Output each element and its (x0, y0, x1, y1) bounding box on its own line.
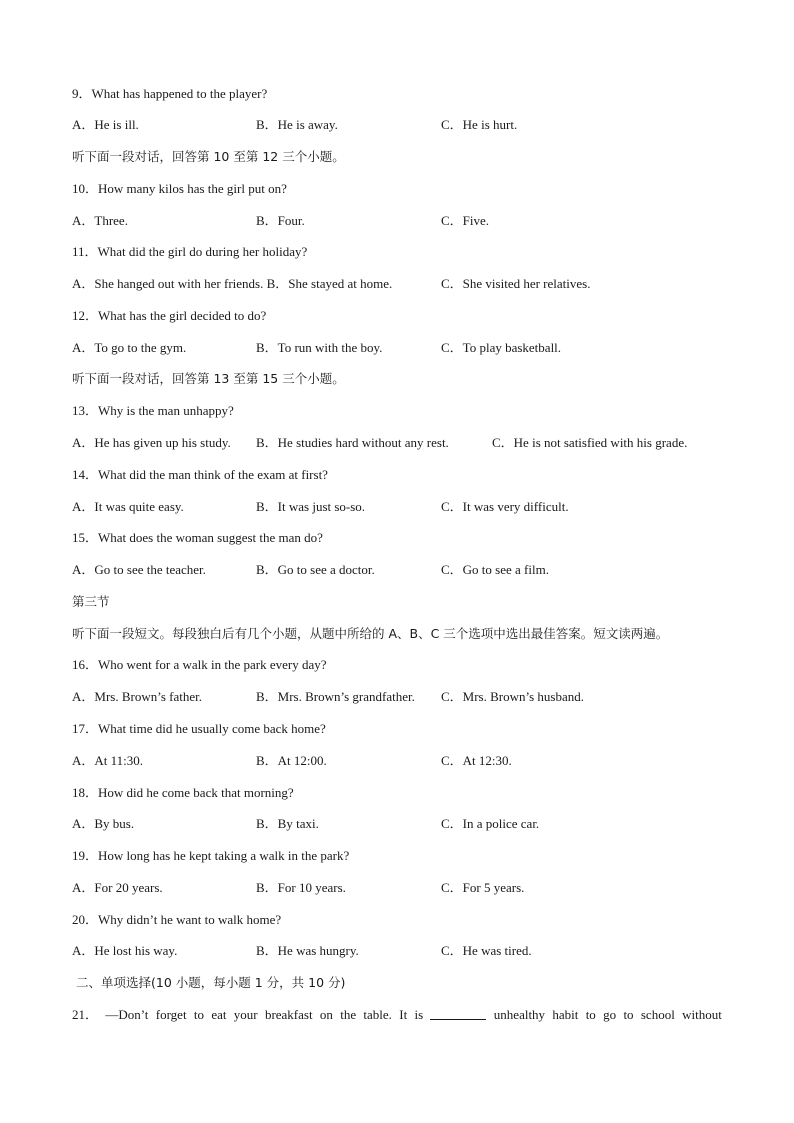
q21-word: forget (155, 1007, 187, 1022)
option-a[interactable]: A．For 20 years. (72, 880, 163, 895)
option-c[interactable]: C．At 12:30. (441, 753, 512, 768)
option-a[interactable]: A．Go to see the teacher. (72, 562, 206, 577)
q21-word: to (623, 1007, 634, 1022)
option-c[interactable]: C．Five. (441, 213, 490, 228)
question-21-stem (72, 1007, 722, 1023)
part-two-heading: 二、单项选择(10 小题，每小题 1 分，共 10 分) (76, 975, 346, 990)
q21-word: unhealthy (493, 1007, 546, 1022)
question-12-stem: 12．What has the girl decided to do? (72, 308, 267, 323)
option-a[interactable]: A．At 11:30. (72, 753, 144, 768)
option-c[interactable]: C．He is hurt. (441, 117, 518, 132)
option-b[interactable]: B．Go to see a doctor. (256, 562, 375, 577)
answer-blank[interactable] (430, 1007, 486, 1020)
q21-word: It (399, 1007, 408, 1022)
question-11-stem: 11．What did the girl do during her holiday? (72, 244, 308, 259)
question-17-stem: 17．What time did he usually come back home? (72, 721, 326, 736)
option-a[interactable]: A．He has given up his study. (72, 435, 231, 450)
option-c[interactable]: C．Mrs. Brown’s husband. (441, 689, 585, 704)
option-b[interactable]: B．To run with the boy. (256, 340, 383, 355)
q21-word: habit (552, 1007, 579, 1022)
option-b[interactable]: B．He is away. (256, 117, 338, 132)
q21-word: 21． (72, 1007, 99, 1022)
option-a[interactable]: A．Three. (72, 213, 128, 228)
option-c[interactable]: C．It was very difficult. (441, 499, 569, 514)
question-15-options (72, 562, 732, 578)
option-b[interactable]: B．By taxi. (256, 816, 319, 831)
instruction-dialog-10-12: 听下面一段对话，回答第 10 至第 12 三个小题。 (72, 149, 345, 164)
question-11-options (72, 276, 732, 292)
question-20-stem: 20．Why didn’t he want to walk home? (72, 912, 282, 927)
option-b[interactable]: B．He studies hard without any rest. (256, 435, 449, 450)
question-18-options (72, 816, 732, 832)
instruction-dialog-13-15: 听下面一段对话，回答第 13 至第 15 三个小题。 (72, 371, 345, 386)
option-c[interactable]: C．To play basketball. (441, 340, 562, 355)
question-9-stem: 9．What has happened to the player? (72, 86, 268, 101)
question-18-stem: 18．How did he come back that morning? (72, 785, 294, 800)
question-17-options (72, 753, 732, 769)
option-c[interactable]: C．He was tired. (441, 943, 532, 958)
option-b[interactable]: B．Four. (256, 213, 305, 228)
q21-word: the (340, 1007, 357, 1022)
option-a[interactable]: A．To go to the gym. (72, 340, 187, 355)
q21-word: table. (363, 1007, 392, 1022)
option-b[interactable]: B．He was hungry. (256, 943, 359, 958)
option-a[interactable]: A．He lost his way. (72, 943, 178, 958)
option-a[interactable]: A．He is ill. (72, 117, 139, 132)
option-b[interactable]: B．Mrs. Brown’s grandfather. (256, 689, 415, 704)
option-c[interactable]: C．Go to see a film. (441, 562, 549, 577)
question-13-stem: 13．Why is the man unhappy? (72, 403, 234, 418)
question-14-stem: 14．What did the man think of the exam at first? (72, 467, 328, 482)
option-b[interactable]: B．At 12:00. (256, 753, 327, 768)
q21-word: go (603, 1007, 617, 1022)
question-19-stem: 19．How long has he kept taking a walk in the park? (72, 848, 350, 863)
option-a[interactable]: A．It was quite easy. (72, 499, 184, 514)
q21-word: without (682, 1007, 722, 1022)
q21-word: school (640, 1007, 675, 1022)
question-13-options (72, 435, 732, 451)
question-14-options (72, 499, 732, 515)
q21-word: on (319, 1007, 333, 1022)
instruction-passage-16-20: 听下面一段短文。每段独白后有几个小题，从题中所给的 A、B、C 三个选项中选出最佳答案。短文读两遍。 (72, 626, 669, 641)
option-b[interactable]: B．It was just so-so. (256, 499, 366, 514)
q21-word: breakfast (264, 1007, 313, 1022)
question-20-options (72, 943, 732, 959)
option-c[interactable]: C．He is not satisfied with his grade. (492, 435, 688, 450)
option-a[interactable]: A．Mrs. Brown’s father. (72, 689, 202, 704)
q21-word: is (414, 1007, 424, 1022)
q21-word: to (585, 1007, 596, 1022)
option-c[interactable]: C．In a police car. (441, 816, 540, 831)
section-three-heading: 第三节 (72, 594, 110, 609)
option-c[interactable]: C．She visited her relatives. (441, 276, 591, 291)
q21-word: —Don’t (105, 1007, 149, 1022)
question-10-stem: 10．How many kilos has the girl put on? (72, 181, 287, 196)
option-b[interactable]: B．For 10 years. (256, 880, 346, 895)
q21-word: to (193, 1007, 204, 1022)
option-c[interactable]: C．For 5 years. (441, 880, 525, 895)
q21-word: your (233, 1007, 258, 1022)
option-a-b[interactable]: A．She hanged out with her friends. B．She stayed at home. (72, 276, 393, 291)
question-9-options (72, 117, 732, 133)
question-12-options (72, 340, 732, 356)
q21-word: eat (211, 1007, 227, 1022)
question-16-options (72, 689, 732, 705)
option-a[interactable]: A．By bus. (72, 816, 135, 831)
question-15-stem: 15．What does the woman suggest the man do? (72, 530, 323, 545)
question-19-options (72, 880, 732, 896)
question-10-options (72, 213, 732, 229)
question-16-stem: 16．Who went for a walk in the park every day? (72, 657, 327, 672)
